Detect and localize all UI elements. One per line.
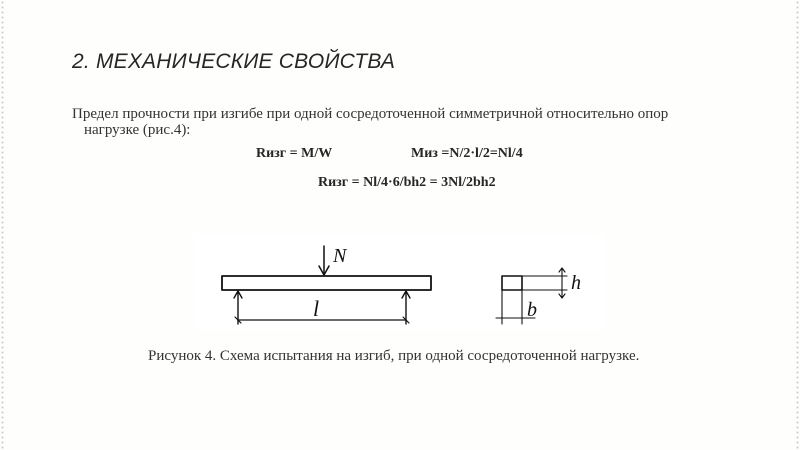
beam [222,276,431,290]
load-label: N [333,245,347,267]
height-label: h [571,272,581,294]
figure-caption: Рисунок 4. Схема испытания на изгиб, при одной сосредоточенной нагрузке. [148,348,640,364]
right-support-arrow [402,291,410,324]
bending-test-svg [195,234,605,330]
width-label: b [527,299,537,321]
cross-section [502,276,522,290]
intro-line-1: Предел прочности при изгибе при одной сосредоточенной симметричной относительно опор [72,106,669,122]
height-dimension-arrow [559,268,565,298]
formula-moment: Mиз =N/2·l/2=Nl/4 [411,146,523,161]
bending-test-diagram [195,234,605,330]
span-label: l [313,296,320,321]
intro-paragraph [72,106,732,138]
formula-strength: Rизг = M/W [256,146,333,161]
left-support-arrow [234,291,242,324]
right-dotted-border [795,0,800,450]
slide-title: 2. МЕХАНИЧЕСКИЕ СВОЙСТВА [72,50,396,73]
formula-strength-expanded: Rизг = Nl/4·6/bh2 = 3Nl/2bh2 [318,175,496,190]
intro-line-2: нагрузке (рис.4): [84,122,191,138]
left-dotted-border [0,0,5,450]
